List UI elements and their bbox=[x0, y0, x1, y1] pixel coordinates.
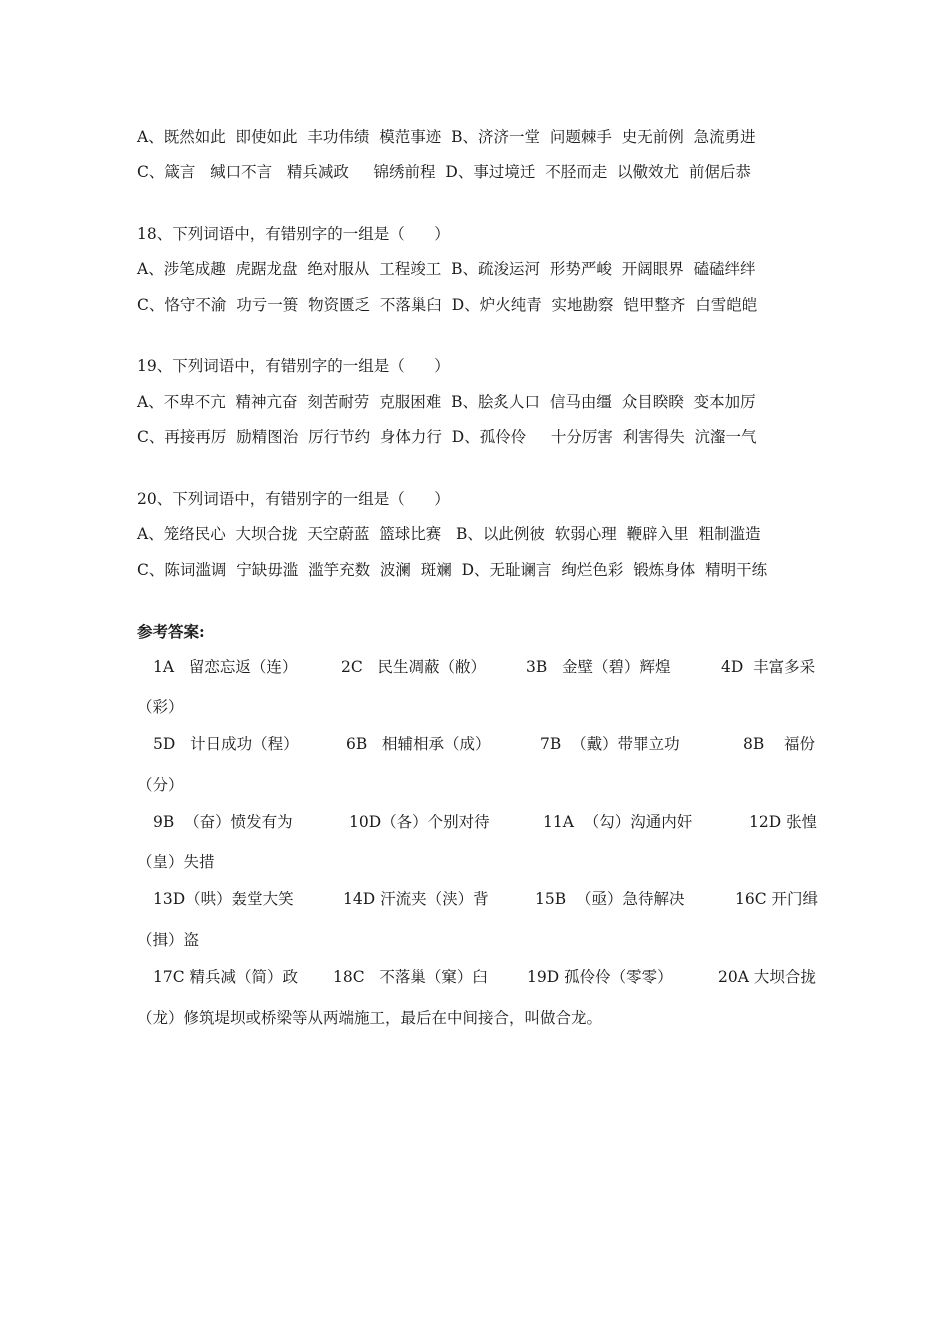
answer-4-continuation: （彩） bbox=[137, 698, 184, 716]
q19-options-line-1: A、不卑不亢 精神亢奋 刻苦耐劳 克服困难 B、脍炙人口 信马由缰 众目睽睽 变本加厉 bbox=[137, 393, 756, 411]
answer-15: 15B （亟）急待解决 bbox=[535, 890, 685, 908]
answer-7: 7B （戴）带罪立功 bbox=[540, 735, 680, 753]
q20-stem: 20、下列词语中，有错别字的一组是（ ） bbox=[137, 490, 450, 508]
answer-11: 11A （勾）沟通内奸 bbox=[543, 813, 693, 831]
answer-5: 5D 计日成功（程） bbox=[153, 735, 299, 753]
answer-8-continuation: （分） bbox=[137, 776, 184, 794]
answer-17: 17C 精兵减（简）政 bbox=[153, 968, 299, 986]
answer-16: 16C 开门缉 bbox=[735, 890, 819, 908]
answer-2: 2C 民生凋蔽（敝） bbox=[341, 658, 487, 676]
answer-9: 9B （奋）愤发有为 bbox=[153, 813, 293, 831]
answer-20: 20A 大坝合拢 bbox=[718, 968, 816, 986]
q20-options-line-2: C、陈词滥调 宁缺毋滥 滥竽充数 波澜 斑斓 D、无耻谰言 绚烂色彩 锻炼身体 精明干练 bbox=[137, 561, 768, 579]
q17-options-line-1: A、既然如此 即使如此 丰功伟绩 模范事迹 B、济济一堂 问题棘手 史无前例 急流勇进 bbox=[137, 128, 756, 146]
answer-12: 12D 张惶 bbox=[749, 813, 818, 831]
answer-20-continuation: （龙）修筑堤坝或桥梁等从两端施工，最后在中间接合，叫做合龙。 bbox=[137, 1009, 603, 1027]
q18-options-line-1: A、涉笔成趣 虎踞龙盘 绝对服从 工程竣工 B、疏浚运河 形势严峻 开阔眼界 磕磕绊绊 bbox=[137, 260, 756, 278]
q17-options-line-2: C、箴言 缄口不言 精兵减政 锦绣前程 D、事过境迁 不胫而走 以儆效尤 前倨后恭 bbox=[137, 163, 751, 181]
q18-options-line-2: C、恪守不渝 功亏一篑 物资匮乏 不落巢臼 D、炉火纯青 实地勘察 铠甲整齐 白雪皑皑 bbox=[137, 296, 758, 314]
answer-1: 1A 留恋忘返（连） bbox=[153, 658, 298, 676]
answer-14: 14D 汗流夹（浃）背 bbox=[343, 890, 489, 908]
q20-options-line-1: A、笼络民心 大坝合拢 天空蔚蓝 篮球比赛 B、以此例彼 软弱心理 鞭辟入里 粗制滥造 bbox=[137, 525, 761, 543]
answer-13: 13D（哄）轰堂大笑 bbox=[153, 890, 294, 908]
answer-3: 3B 金壁（碧）辉煌 bbox=[526, 658, 671, 676]
q18-stem: 18、下列词语中，有错别字的一组是（ ） bbox=[137, 225, 450, 243]
answer-4: 4D 丰富多采 bbox=[721, 658, 816, 676]
answer-16-continuation: （揖）盗 bbox=[137, 931, 200, 949]
answer-10: 10D（各）个别对待 bbox=[349, 813, 490, 831]
answer-8: 8B 福份 bbox=[743, 735, 815, 753]
q19-stem: 19、下列词语中，有错别字的一组是（ ） bbox=[137, 357, 450, 375]
q19-options-line-2: C、再接再厉 励精图治 厉行节约 身体力行 D、孤伶伶 十分厉害 利害得失 沆瀣一气 bbox=[137, 428, 757, 446]
answer-12-continuation: （皇）失措 bbox=[137, 853, 215, 871]
answer-19: 19D 孤伶伶（零零） bbox=[527, 968, 673, 986]
answer-18: 18C 不落巢（窠）臼 bbox=[333, 968, 488, 986]
answers-heading: 参考答案: bbox=[137, 622, 205, 641]
answer-6: 6B 相辅相承（成） bbox=[346, 735, 491, 753]
